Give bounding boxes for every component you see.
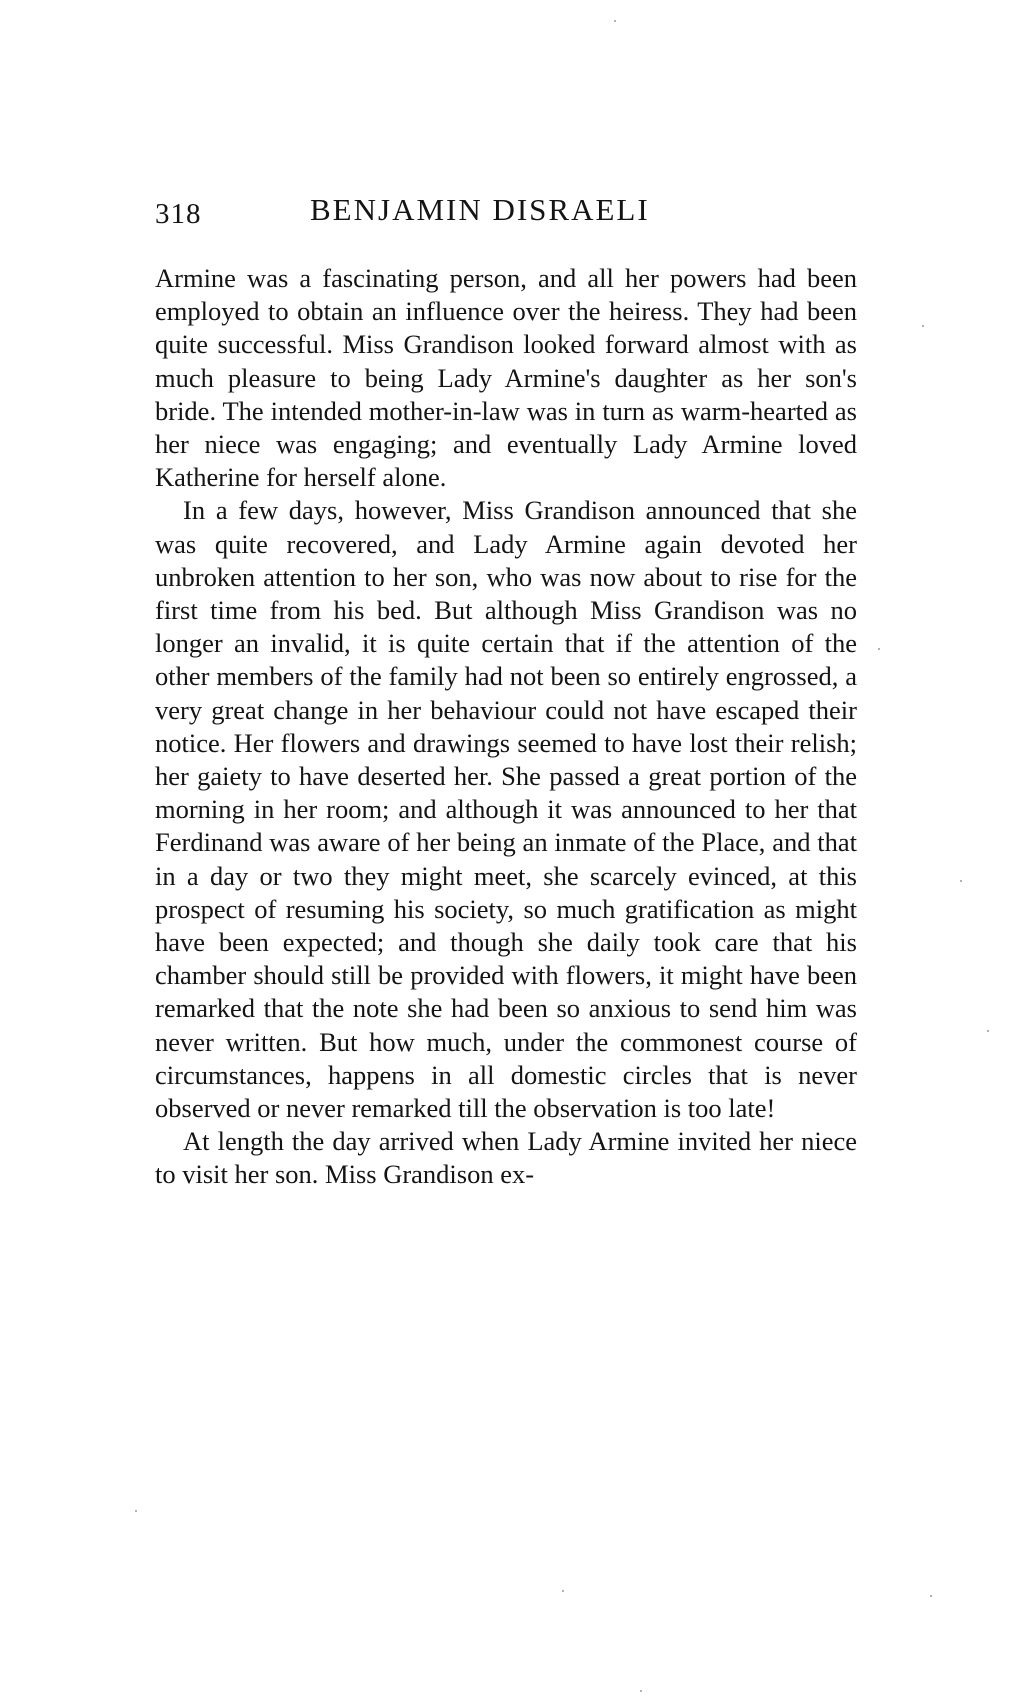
- scan-speck: [960, 880, 962, 882]
- scan-speck: [930, 1595, 932, 1597]
- page-header: [155, 192, 857, 242]
- body-text: [155, 262, 857, 1192]
- scan-speck: [614, 20, 616, 22]
- scan-speck: [987, 1030, 989, 1032]
- scan-speck: [640, 1690, 642, 1692]
- running-head: BENJAMIN DISRAELI: [310, 192, 650, 227]
- scan-speck: [135, 1510, 137, 1512]
- page-number: 318: [155, 198, 202, 230]
- scan-speck: [878, 648, 880, 650]
- scan-speck: [922, 325, 924, 327]
- paragraph: Armine was a fascinating person, and all her powers had been employed to obtain an influence over the heiress. They had been quite successful. Miss Grandison looked forward almost with as much pleasure to being Lady Armine's daughter as her son's bride. The intended mother-in-law was in turn as warm-hearted as her niece was engaging; and eventually Lady Armine loved Katherine for herself alone.: [155, 263, 857, 493]
- paragraph: In a few days, however, Miss Grandison announced that she was quite recovered, and Lady Armine again devoted her unbroken attention to her son, who was now about to rise for the first time from his bed. But although Miss Grandison was no longer an invalid, it is quite certain that if the attention of the other members of the family had not been so entirely engrossed, a very great change in her behaviour could not have escaped their notice. Her flowers and drawings seemed to have lost their relish; her gaiety to have deserted her. She passed a great portion of the morning in her room; and although it was announced to her that Ferdinand was aware of her being an inmate of the Place, and that in a day or two they might meet, she scarcely evinced, at this prospect of resuming his society, so much gratification as might have been expected; and though she daily took care that his chamber should still be provided with flowers, it might have been remarked that the note she had been so anxious to send him was never written. But how much, under the commonest course of circumstances, happens in all domestic circles that is never observed or never remarked till the observation is too late!: [155, 495, 857, 1124]
- scan-speck: [562, 1590, 564, 1592]
- paragraph: At length the day arrived when Lady Armine invited her niece to visit her son. Miss Grandison ex-: [155, 1126, 857, 1190]
